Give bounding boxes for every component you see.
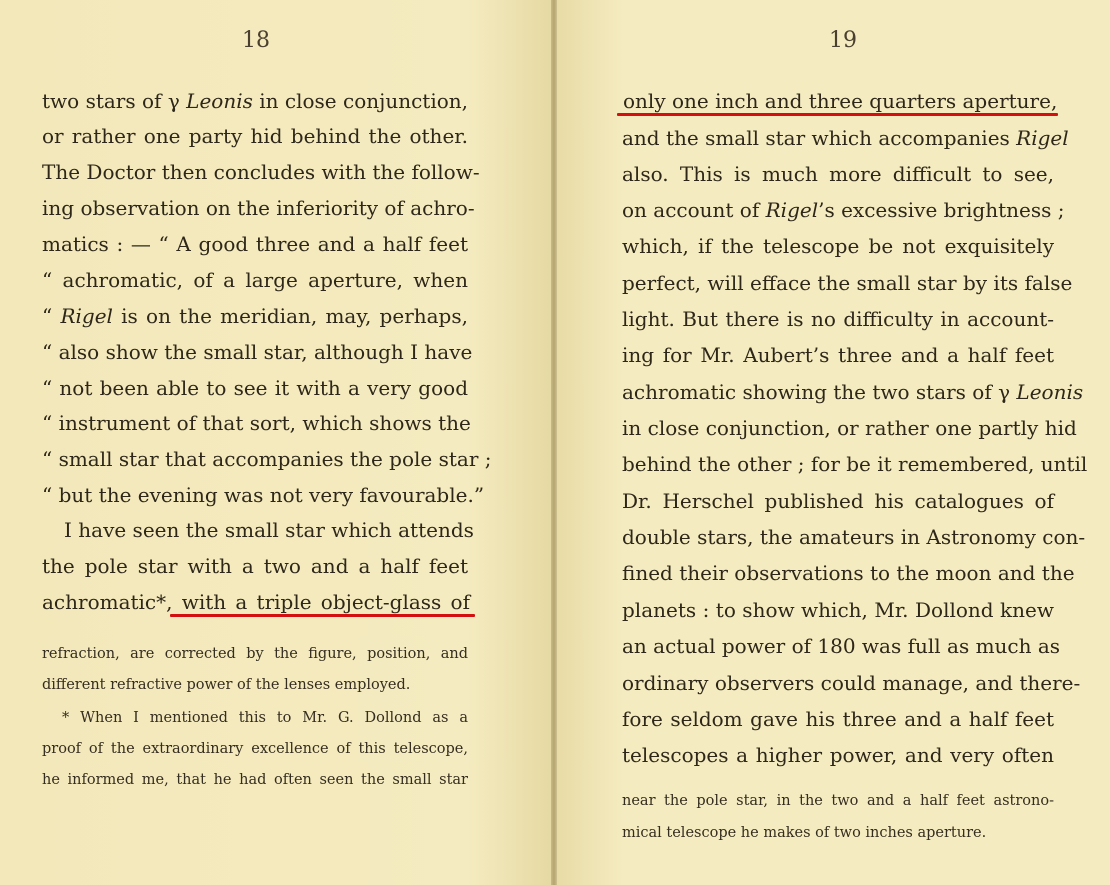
left-line-9: “ not been able to see it with a very good [42, 376, 468, 400]
right-footnote-2: mical telescope he makes of two inches aperture. [622, 825, 987, 841]
left-line-14: the pole star with a two and a half feet [42, 554, 468, 578]
right-line-16: an actual power of 180 was full as much as [622, 634, 1061, 658]
left-line-4: ing observation on the inferiority of achro- [42, 196, 475, 220]
right-footnote-1: near the pole star, in the two and a half feet astrono- [622, 793, 1054, 809]
left-line-7: “ Rigel is on the meridian, may, perhaps, [42, 304, 468, 328]
right-line-17: ordinary observers could manage, and there- [622, 671, 1081, 695]
left-line-8: “ also show the small star, although I have [42, 340, 473, 364]
right-page-number: 19 [829, 28, 857, 53]
left-line-15: achromatic*, with a triple object-glass of [42, 590, 470, 614]
left-page [0, 0, 551, 885]
left-line-13: I have seen the small star which attends [64, 518, 474, 542]
right-line-8: ing for Mr. Aubert’s three and a half feet [622, 343, 1054, 367]
right-line-19: telescopes a higher power, and very often [622, 743, 1054, 767]
left-footnote-4: proof of the extraordinary excellence of this telescope, [42, 741, 468, 757]
right-line-11: behind the other ; for be it remembered, until [622, 452, 1088, 476]
right-red-underline [617, 113, 1058, 116]
left-line-1-text: two stars of γ Leonis in close conjunction, [42, 89, 469, 113]
right-line-14: fined their observations to the moon and the [622, 561, 1075, 585]
right-line-12: Dr. Herschel published his catalogues of [622, 489, 1054, 513]
right-line-3: also. This is much more difficult to see, [622, 162, 1054, 186]
right-line-10: in close conjunction, or rather one partly hid [622, 416, 1077, 440]
left-line-10: “ instrument of that sort, which shows the [42, 411, 471, 435]
left-red-underline [170, 614, 475, 617]
left-footnote-5: he informed me, that he had often seen the small star [42, 772, 468, 788]
right-line-5: which, if the telescope be not exquisitely [622, 234, 1054, 258]
right-line-9: achromatic showing the two stars of γ Leonis [622, 380, 1084, 404]
right-line-18: fore seldom gave his three and a half feet [622, 707, 1054, 731]
left-line-3: The Doctor then concludes with the follow- [42, 160, 480, 184]
left-line-1 [42, 89, 468, 113]
left-line-5: matics : — “ A good three and a half feet [42, 232, 468, 256]
right-page [557, 0, 1110, 885]
right-line-15: planets : to show which, Mr. Dollond knew [622, 598, 1054, 622]
left-line-6: “ achromatic, of a large aperture, when [42, 268, 468, 292]
left-footnote-3: * When I mentioned this to Mr. G. Dollond as a [62, 710, 468, 726]
left-line-11: “ small star that accompanies the pole star ; [42, 447, 492, 471]
left-page-number: 18 [242, 28, 270, 53]
left-line-2: or rather one party hid behind the other. [42, 124, 468, 148]
right-line-1: only one inch and three quarters aperture, [623, 89, 1058, 113]
right-line-13: double stars, the amateurs in Astronomy con- [622, 525, 1086, 549]
right-line-2: and the small star which accompanies Rigel [622, 126, 1069, 150]
left-line-12: “ but the evening was not very favourable.” [42, 483, 485, 507]
right-line-7: light. But there is no difficulty in account- [622, 307, 1054, 331]
left-footnote-1: refraction, are corrected by the figure, position, and [42, 646, 468, 662]
right-line-4: on account of Rigel’s excessive brightness ; [622, 198, 1065, 222]
right-line-6: perfect, will efface the small star by its false [622, 271, 1073, 295]
left-footnote-2: different refractive power of the lenses employed. [42, 677, 411, 693]
